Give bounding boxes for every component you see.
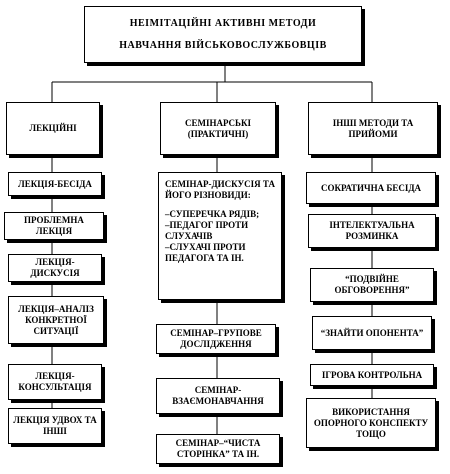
lecture-item: ЛЕКЦІЯ–АНАЛІЗ КОНКРЕТНОЇ СИТУАЦІЇ — [8, 296, 104, 344]
lecture-item: ЛЕКЦІЯ УДВОХ ТА ІНШІ — [8, 408, 102, 444]
seminar-item: СЕМІНАР–ГРУПОВЕ ДОСЛІДЖЕННЯ — [156, 324, 276, 354]
diagram-title — [84, 6, 362, 63]
title-line-2: НАВЧАННЯ ВІЙСЬКОВОСЛУЖБОВЦІВ — [119, 39, 327, 51]
seminar-discussion-head: СЕМІНАР-ДИСКУСІЯ ТА ЙОГО РІЗНОВИДИ: — [165, 179, 275, 200]
method-item: “ЗНАЙТИ ОПОНЕНТА” — [312, 316, 432, 350]
method-item: “ПОДВІЙНЕ ОБГОВОРЕННЯ” — [310, 268, 434, 302]
seminar-variant: –СЛУХАЧІ ПРОТИ ПЕДАГОГА ТА ІН. — [165, 242, 246, 263]
title-line-1: НЕІМІТАЦІЙНІ АКТИВНІ МЕТОДИ — [129, 17, 317, 29]
seminar-variant: –СУПЕРЕЧКА РЯДІВ; — [165, 209, 260, 219]
method-item: ІНТЕЛЕКТУАЛЬНА РОЗМИНКА — [308, 214, 436, 248]
method-item: ВИКОРИСТАННЯ ОПОРНОГО КОНСПЕКТУ ТОЩО — [306, 398, 436, 448]
method-item: СОКРАТИЧНА БЕСІДА — [306, 172, 436, 204]
header-other-methods: ІНШІ МЕТОДИ ТА ПРИЙОМИ — [308, 102, 438, 155]
seminar-discussion-box — [158, 172, 282, 300]
lecture-item: ПРОБЛЕМНА ЛЕКЦІЯ — [4, 212, 104, 240]
lecture-item: ЛЕКЦІЯ-КОНСУЛЬТАЦІЯ — [8, 364, 102, 400]
lecture-item: ЛЕКЦІЯ-ДИСКУСІЯ — [8, 254, 102, 282]
seminar-item: СЕМІНАР-ВЗАЄМОНАВЧАННЯ — [156, 378, 280, 414]
seminar-variant: –ПЕДАГОГ ПРОТИ СЛУХАЧІВ — [165, 220, 249, 241]
method-item: ІГРОВА КОНТРОЛЬНА — [310, 364, 434, 386]
header-seminars: СЕМІНАРСЬКІ (ПРАКТИЧНІ) — [160, 102, 276, 155]
seminar-item: СЕМІНАР–“ЧИСТА СТОРІНКА” ТА ІН. — [156, 434, 280, 464]
lecture-item: ЛЕКЦІЯ-БЕСІДА — [8, 172, 102, 196]
header-lectures: ЛЕКЦІЙНІ — [6, 102, 100, 155]
